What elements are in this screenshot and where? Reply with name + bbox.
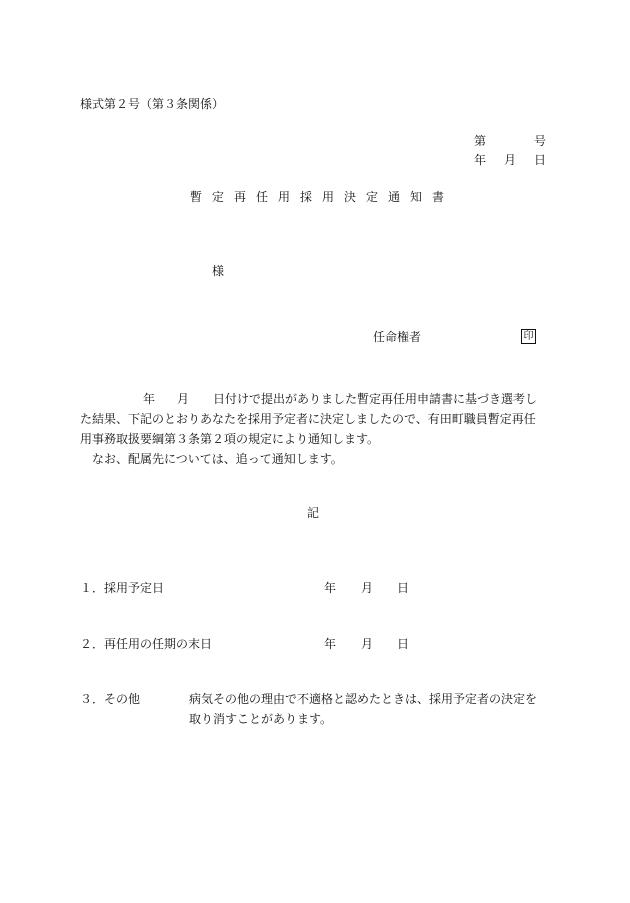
item-1-month: 月 [361, 581, 374, 595]
date-day-label: 日 [534, 153, 547, 167]
item-2-month: 月 [361, 637, 374, 651]
body-year-label: 年 [143, 392, 156, 406]
document-title: 暫定再任用採用決定通知書 [190, 190, 455, 204]
item-2-year: 年 [324, 637, 337, 651]
addressee-suffix: 様 [212, 264, 225, 278]
item-1-label: 採用予定日 [104, 581, 165, 595]
appointer-label: 任命権者 [373, 330, 422, 344]
notes-heading: 記 [307, 506, 320, 520]
item-2-number: ２． [80, 637, 105, 651]
body-line-1: 日付けで提出がありました暫定再任用申請書に基づき選考し [213, 392, 538, 406]
date-year-label: 年 [474, 153, 487, 167]
item-1-year: 年 [324, 581, 337, 595]
body-month-label: 月 [177, 392, 190, 406]
item-1-day: 日 [397, 581, 410, 595]
form-style-label: 様式第２号（第３条関係） [80, 97, 225, 111]
seal-icon: 印 [521, 329, 536, 344]
document-number-suffix: 号 [534, 134, 547, 148]
item-2-label: 再任用の任期の末日 [104, 637, 213, 651]
item-3-label: その他 [104, 692, 141, 706]
item-3-number: ３． [80, 692, 105, 706]
item-3-text-line-1: 病気その他の理由で不適格と認めたときは、採用予定者の決定を [189, 692, 538, 706]
body-line-2: た結果、下記のとおりあなたを採用予定者に決定しましたので、有田町職員暫定再任 [80, 412, 536, 426]
item-2-day: 日 [397, 637, 410, 651]
seal-mark [521, 329, 536, 344]
body-line-3: 用事務取扱要綱第３条第２項の規定により通知します。 [80, 432, 380, 446]
date-month-label: 月 [504, 153, 517, 167]
item-1-number: １． [80, 581, 105, 595]
item-3-text-line-2: 取り消すことがあります。 [189, 712, 333, 726]
body-line-4: なお、配属先については、追って通知します。 [92, 452, 343, 466]
document-number-prefix: 第 [474, 134, 487, 148]
